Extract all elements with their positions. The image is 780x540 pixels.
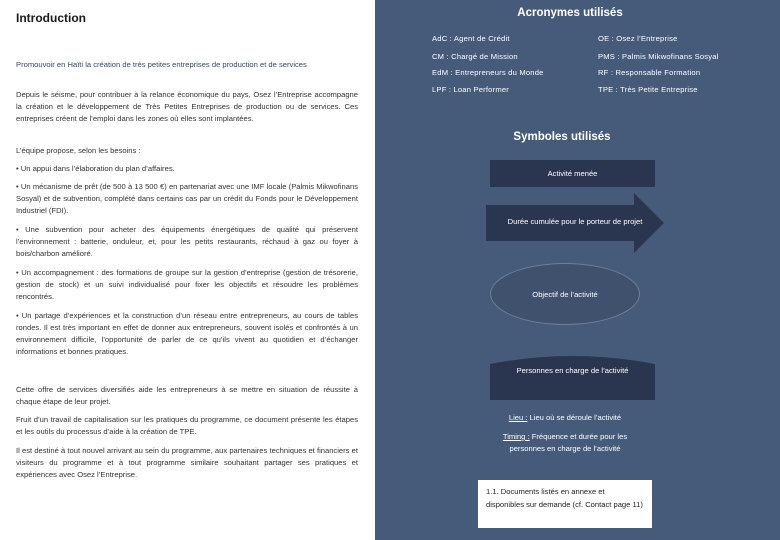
duration-label: Durée cumulée pour le porteur de projet	[507, 217, 643, 226]
acronym-item: OE : Osez l’Entreprise	[598, 34, 678, 43]
persons-symbol: Personnes en charge de l’activité	[516, 366, 629, 375]
place-legend	[490, 412, 640, 424]
acronym-item: RF : Responsable Formation	[598, 68, 701, 77]
documents-symbol: 1.1. Documents listés en annexe et disponibles sur demande (cf. Contact page 11)	[478, 480, 652, 528]
page-title: Introduction	[16, 11, 86, 25]
symbols-title: Symboles utilisés	[513, 131, 611, 143]
timing-label: Timing :	[502, 432, 530, 441]
acronym-item: LPF : Loan Performer	[432, 85, 510, 94]
objective-symbol: Objectif de l’activité	[490, 263, 640, 325]
audience-paragraph: Il est destiné à tout nouvel arrivant au sein du programme, aux partenaires techniques et financiers et visiteurs du programme et à tout programme similaire souhaitant partager ses pratiques et expériences avec Osez l’Entreprise.	[16, 446, 358, 479]
acronym-item: PMS : Palmis Mikwofinans Sosyal	[598, 52, 719, 61]
timing-text: Fréquence et durée pour les personnes en charge de l’activité	[509, 432, 628, 453]
acronym-item: TPE : Très Petite Entreprise	[598, 85, 698, 94]
team-intro: L’équipe propose, selon les besoins :	[16, 146, 141, 155]
bullet-item: • Un appui dans l’élaboration du plan d’affaires.	[16, 164, 175, 173]
activity-symbol: Activité menée	[490, 160, 655, 187]
bullet-item: • Une subvention pour acheter des équipements énergétiques de qualité qui préservent l’environnement : batterie, onduleur, et, pour les petits restaurants, réchaud à gaz ou foyer à bois/charbon amélioré.	[16, 225, 358, 258]
timing-legend	[490, 431, 640, 455]
capitalisation-paragraph: Fruit d’un travail de capitalisation sur les pratiques du programme, ce document présente les étapes et les outils du processus d’aide à la création de TPE.	[16, 415, 358, 436]
acronym-item: EdM : Entrepreneurs du Monde	[432, 68, 544, 77]
closing-paragraph: Cette offre de services diversifiés aide les entrepreneurs à se mettre en situation de réussite à chaque étape de leur projet.	[16, 385, 358, 406]
bullet-item: • Un accompagnement : des formations de groupe sur la gestion d’entreprise (gestion de trésorerie, gestion de stock) et un suivi individualisé pour fixer les objectifs et résoudre les problèmes rencontrés.	[16, 268, 358, 301]
acronym-item: AdC : Agent de Crédit	[432, 34, 510, 43]
place-text: Lieu où se déroule l’activité	[527, 413, 622, 422]
bullet-item: • Un partage d’expériences et la construction d’un réseau entre entrepreneurs, au cours de tables rondes. Il est très important en effet de donner aux entrepreneurs, souvent isolés et confrontés à un environnement difficile, l’opportunité de parler de ce qu’ils vivent au quotidien et d’échanger informations et bonnes pratiques.	[16, 311, 358, 356]
bullet-item: • Un mécanisme de prêt (de 500 à 13 500 €) en partenariat avec une IMF locale (Palmis Mikwofinans Sosyal) et de subvention, complété dans certains cas par un crédit du Fonds pour le Développement Industriel (FDI).	[16, 182, 358, 215]
intro-paragraph: Promouvoir en Haïti la création de très petites entreprises de production et de services	[16, 60, 307, 69]
context-paragraph: Depuis le séisme, pour contribuer à la relance économique du pays, Osez l’Entreprise accompagne la création et le développement de Très Petites Entreprises de production ou de services. Ces entreprises créent de l’emploi dans les zones où elles sont implantées.	[16, 90, 358, 123]
acronyms-title: Acronymes utilisés	[517, 7, 623, 19]
place-label: Lieu :	[508, 413, 528, 422]
acronym-item: CM : Chargé de Mission	[432, 52, 518, 61]
